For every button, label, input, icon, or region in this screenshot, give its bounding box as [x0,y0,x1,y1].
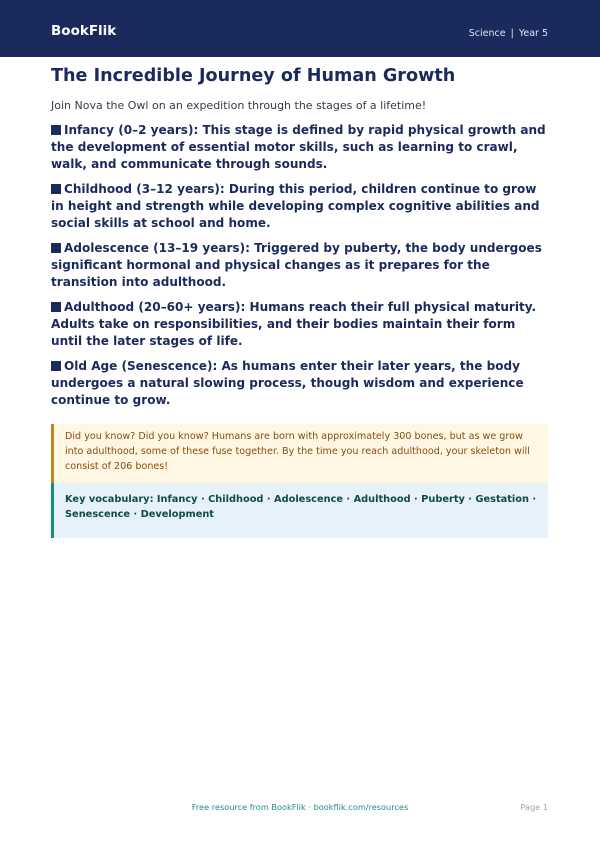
square-bullet-icon [51,243,61,253]
square-bullet-icon [51,302,61,312]
stage-text: Infancy (0–2 years): This stage is defined by rapid physical growth and the development of essential motor skills, such as learning to crawl, walk, and communicate through sounds. [51,123,546,171]
page-header [0,0,600,57]
page-title: The Incredible Journey of Human Growth [51,66,456,86]
page-number: Page 1 [520,802,548,812]
square-bullet-icon [51,184,61,194]
intro-text: Join Nova the Owl on an expedition through the stages of a lifetime! [51,99,427,112]
stage-item-adolescence [51,240,548,291]
grade-label: Year 5 [518,28,548,39]
stage-text: Old Age (Senescence): As humans enter their later years, the body undergoes a natural slowing process, though wisdom and experience continue to grow. [51,359,524,407]
stage-text: Adulthood (20–60+ years): Humans reach their full physical maturity. Adults take on responsibilities, and their bodies maintain their form until the later stages of life. [51,300,537,348]
subject-label: Science [468,28,506,39]
document-body [51,63,548,538]
stage-item-adulthood [51,299,548,350]
footer-resource-link[interactable]: Free resource from BookFlik · bookflik.com/resources [191,802,409,812]
subject-grade-label [469,28,548,39]
stage-item-childhood [51,181,548,232]
key-vocabulary-box: Key vocabulary: Infancy · Childhood · Adolescence · Adulthood · Puberty · Gestation · Senescence · Development [51,483,548,538]
stage-text: Childhood (3–12 years): During this period, children continue to grow in height and strength while developing complex cognitive abilities and social skills at school and home. [51,182,540,230]
meta-separator: | [510,28,514,39]
stage-item-old-age [51,358,548,409]
stage-text: Adolescence (13–19 years): Triggered by puberty, the body undergoes significant hormonal and physical changes as it prepares for the transition into adulthood. [51,241,542,289]
square-bullet-icon [51,361,61,371]
brand-logo[interactable]: BookFlik [51,23,117,39]
square-bullet-icon [51,125,61,135]
did-you-know-box: Did you know? Did you know? Humans are born with approximately 300 bones, but as we grow into adulthood, some of these fuse together. By the time you reach adulthood, your skeleton will consist of 206 bones! [51,424,548,483]
stage-item-infancy [51,122,548,173]
